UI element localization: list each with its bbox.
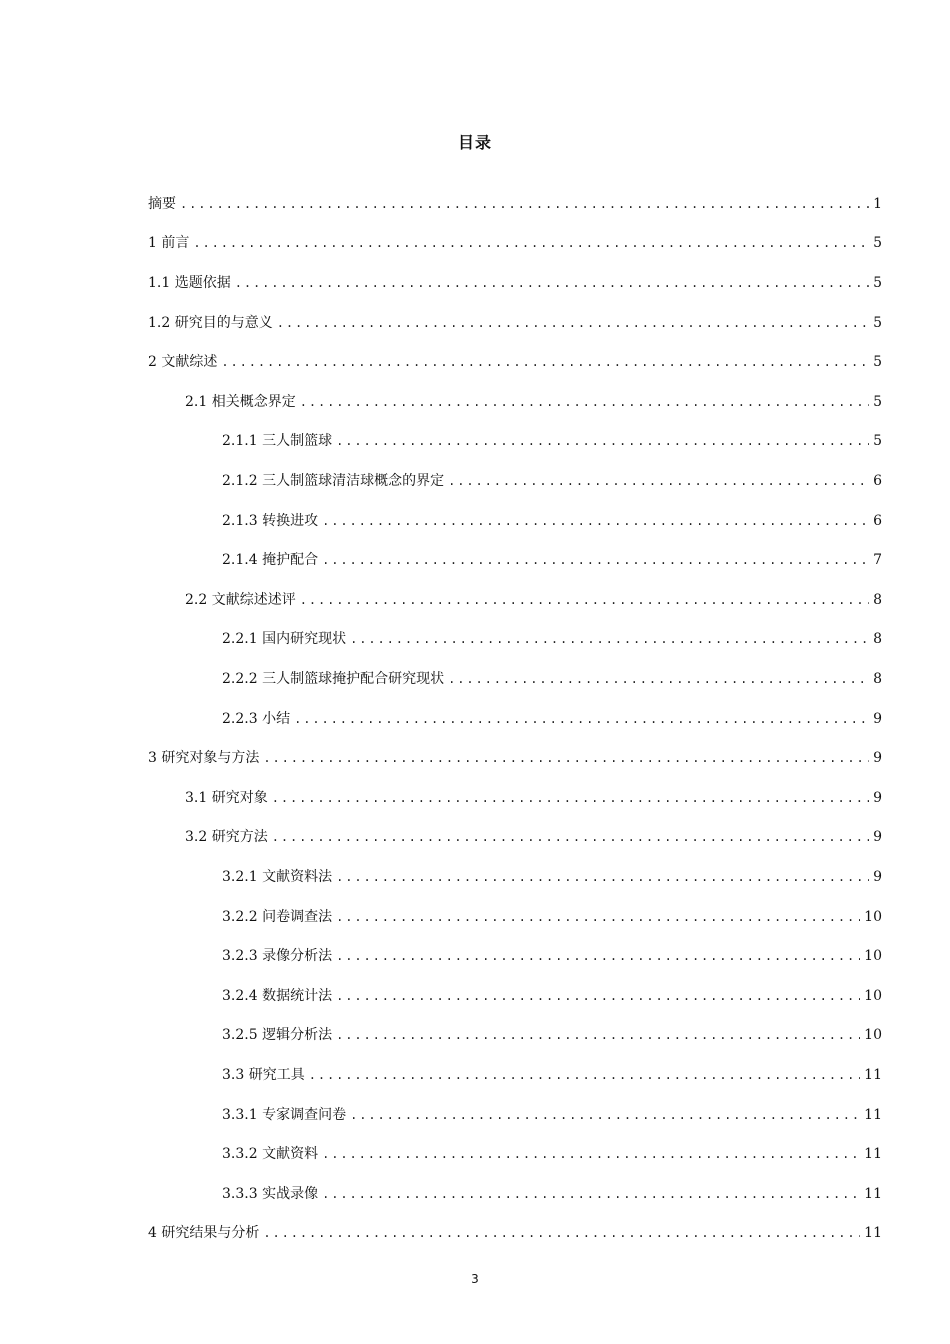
toc-entry-page: 5: [873, 235, 882, 251]
toc-entry-label: 2.1 相关概念界定: [185, 394, 296, 410]
toc-entry[interactable]: [148, 1222, 882, 1244]
toc-entry[interactable]: [148, 747, 882, 769]
toc-leader-dots: [263, 747, 869, 769]
toc-entry-label: 3.3 研究工具: [222, 1067, 305, 1083]
toc-entry[interactable]: [222, 945, 882, 967]
toc-entry[interactable]: [222, 1024, 882, 1046]
toc-entry-label: 2.2.2 三人制篮球掩护配合研究现状: [222, 671, 445, 687]
toc-entry-label: 2.2.3 小结: [222, 711, 291, 727]
toc-leader-dots: [336, 866, 869, 888]
toc-entry[interactable]: [222, 510, 882, 532]
toc-entry-page: 11: [864, 1067, 882, 1083]
toc-entry-page: 8: [873, 592, 882, 608]
toc-entry-label: 3.3.3 实战录像: [222, 1186, 319, 1202]
toc-entry-page: 9: [873, 711, 882, 727]
page-number: 3: [471, 1272, 479, 1286]
toc-entry-label: 2.2 文献综述述评: [185, 592, 296, 608]
toc-entry-page: 9: [873, 790, 882, 806]
toc-entry-label: 3.3.1 专家调查问卷: [222, 1107, 347, 1123]
toc-entry[interactable]: [222, 1064, 882, 1086]
toc-entry-page: 10: [864, 909, 882, 925]
toc-entry-page: 9: [873, 750, 882, 766]
toc-entry-page: 9: [873, 829, 882, 845]
toc-leader-dots: [180, 193, 869, 215]
toc-entry[interactable]: [222, 708, 882, 730]
toc-entry-page: 1: [873, 196, 882, 212]
toc-entry[interactable]: [148, 312, 882, 334]
toc-entry-label: 3 研究对象与方法: [148, 750, 260, 766]
page-title: 目录: [457, 133, 492, 152]
toc-entry-page: 9: [873, 869, 882, 885]
toc-leader-dots: [235, 272, 869, 294]
toc-entry-label: 2.1.1 三人制篮球: [222, 433, 333, 449]
toc-entry-page: 11: [864, 1146, 882, 1162]
toc-entry-page: 6: [873, 473, 882, 489]
toc-entry[interactable]: [185, 787, 882, 809]
toc-entry[interactable]: [185, 589, 882, 611]
toc-entry[interactable]: [222, 430, 882, 452]
toc-entry-page: 5: [873, 315, 882, 331]
toc-entry-label: 2.1.4 掩护配合: [222, 552, 319, 568]
toc-leader-dots: [322, 549, 869, 571]
toc-entry[interactable]: [222, 668, 882, 690]
toc-entry-page: 10: [864, 948, 882, 964]
toc-entry-page: 5: [873, 275, 882, 291]
toc-leader-dots: [350, 628, 869, 650]
toc-entry[interactable]: [185, 391, 882, 413]
toc-entry-label: 摘要: [148, 196, 176, 212]
toc-leader-dots: [336, 430, 869, 452]
toc-entry-label: 2.1.2 三人制篮球清洁球概念的界定: [222, 473, 445, 489]
toc-entry-label: 2.1.3 转换进攻: [222, 513, 319, 529]
toc-entry-page: 8: [873, 631, 882, 647]
toc-leader-dots: [294, 708, 869, 730]
toc-leader-dots: [336, 1024, 860, 1046]
toc-leader-dots: [309, 1064, 860, 1086]
toc-entry-label: 3.2 研究方法: [185, 829, 268, 845]
toc-leader-dots: [300, 589, 869, 611]
toc-entry-label: 1.1 选题依据: [148, 275, 231, 291]
toc-leader-dots: [322, 1183, 860, 1205]
toc-entry[interactable]: [222, 628, 882, 650]
toc-entry[interactable]: [222, 1143, 882, 1165]
toc-entry-label: 3.2.4 数据统计法: [222, 988, 333, 1004]
toc-leader-dots: [272, 826, 869, 848]
toc-leader-dots: [336, 906, 860, 928]
toc-entry[interactable]: [222, 1104, 882, 1126]
toc-leader-dots: [336, 945, 860, 967]
toc-entry-label: 3.2.2 问卷调查法: [222, 909, 333, 925]
toc-entry-page: 5: [873, 433, 882, 449]
toc-entry[interactable]: [148, 193, 882, 215]
toc-entry[interactable]: [148, 351, 882, 373]
toc-entry-label: 3.2.1 文献资料法: [222, 869, 333, 885]
toc-entry-label: 3.1 研究对象: [185, 790, 268, 806]
toc-entry-page: 5: [873, 354, 882, 370]
toc-leader-dots: [322, 510, 869, 532]
toc-entry-page: 10: [864, 1027, 882, 1043]
toc-leader-dots: [322, 1143, 860, 1165]
toc-entry-label: 1 前言: [148, 235, 190, 251]
toc-leader-dots: [448, 470, 869, 492]
toc-entry[interactable]: [222, 906, 882, 928]
toc-leader-dots: [350, 1104, 860, 1126]
toc-entry-page: 6: [873, 513, 882, 529]
toc-entry-page: 11: [864, 1107, 882, 1123]
toc-entry-page: 10: [864, 988, 882, 1004]
toc-entry-label: 3.2.5 逻辑分析法: [222, 1027, 333, 1043]
toc-entry[interactable]: [222, 470, 882, 492]
toc-entry-label: 3.3.2 文献资料: [222, 1146, 319, 1162]
toc-entry-label: 1.2 研究目的与意义: [148, 315, 273, 331]
toc-leader-dots: [300, 391, 869, 413]
toc-entry[interactable]: [222, 985, 882, 1007]
toc-entry-page: 7: [873, 552, 882, 568]
toc-entry[interactable]: [148, 232, 882, 254]
toc-entry[interactable]: [185, 826, 882, 848]
toc-leader-dots: [272, 787, 869, 809]
toc-entry-label: 3.2.3 录像分析法: [222, 948, 333, 964]
toc-leader-dots: [221, 351, 869, 373]
toc-entry-label: 2.2.1 国内研究现状: [222, 631, 347, 647]
toc-entry-page: 11: [864, 1225, 882, 1241]
toc-entry-label: 4 研究结果与分析: [148, 1225, 260, 1241]
toc-leader-dots: [263, 1222, 860, 1244]
toc-entry[interactable]: [222, 549, 882, 571]
toc-entry-page: 11: [864, 1186, 882, 1202]
toc-entry-label: 2 文献综述: [148, 354, 218, 370]
toc-leader-dots: [448, 668, 869, 690]
toc-entry[interactable]: [222, 1183, 882, 1205]
toc-entry[interactable]: [222, 866, 882, 888]
toc-leader-dots: [193, 232, 869, 254]
toc-leader-dots: [336, 985, 860, 1007]
toc-leader-dots: [277, 312, 869, 334]
toc-entry[interactable]: [148, 272, 882, 294]
toc-entry-page: 8: [873, 671, 882, 687]
toc-entry-page: 5: [873, 394, 882, 410]
